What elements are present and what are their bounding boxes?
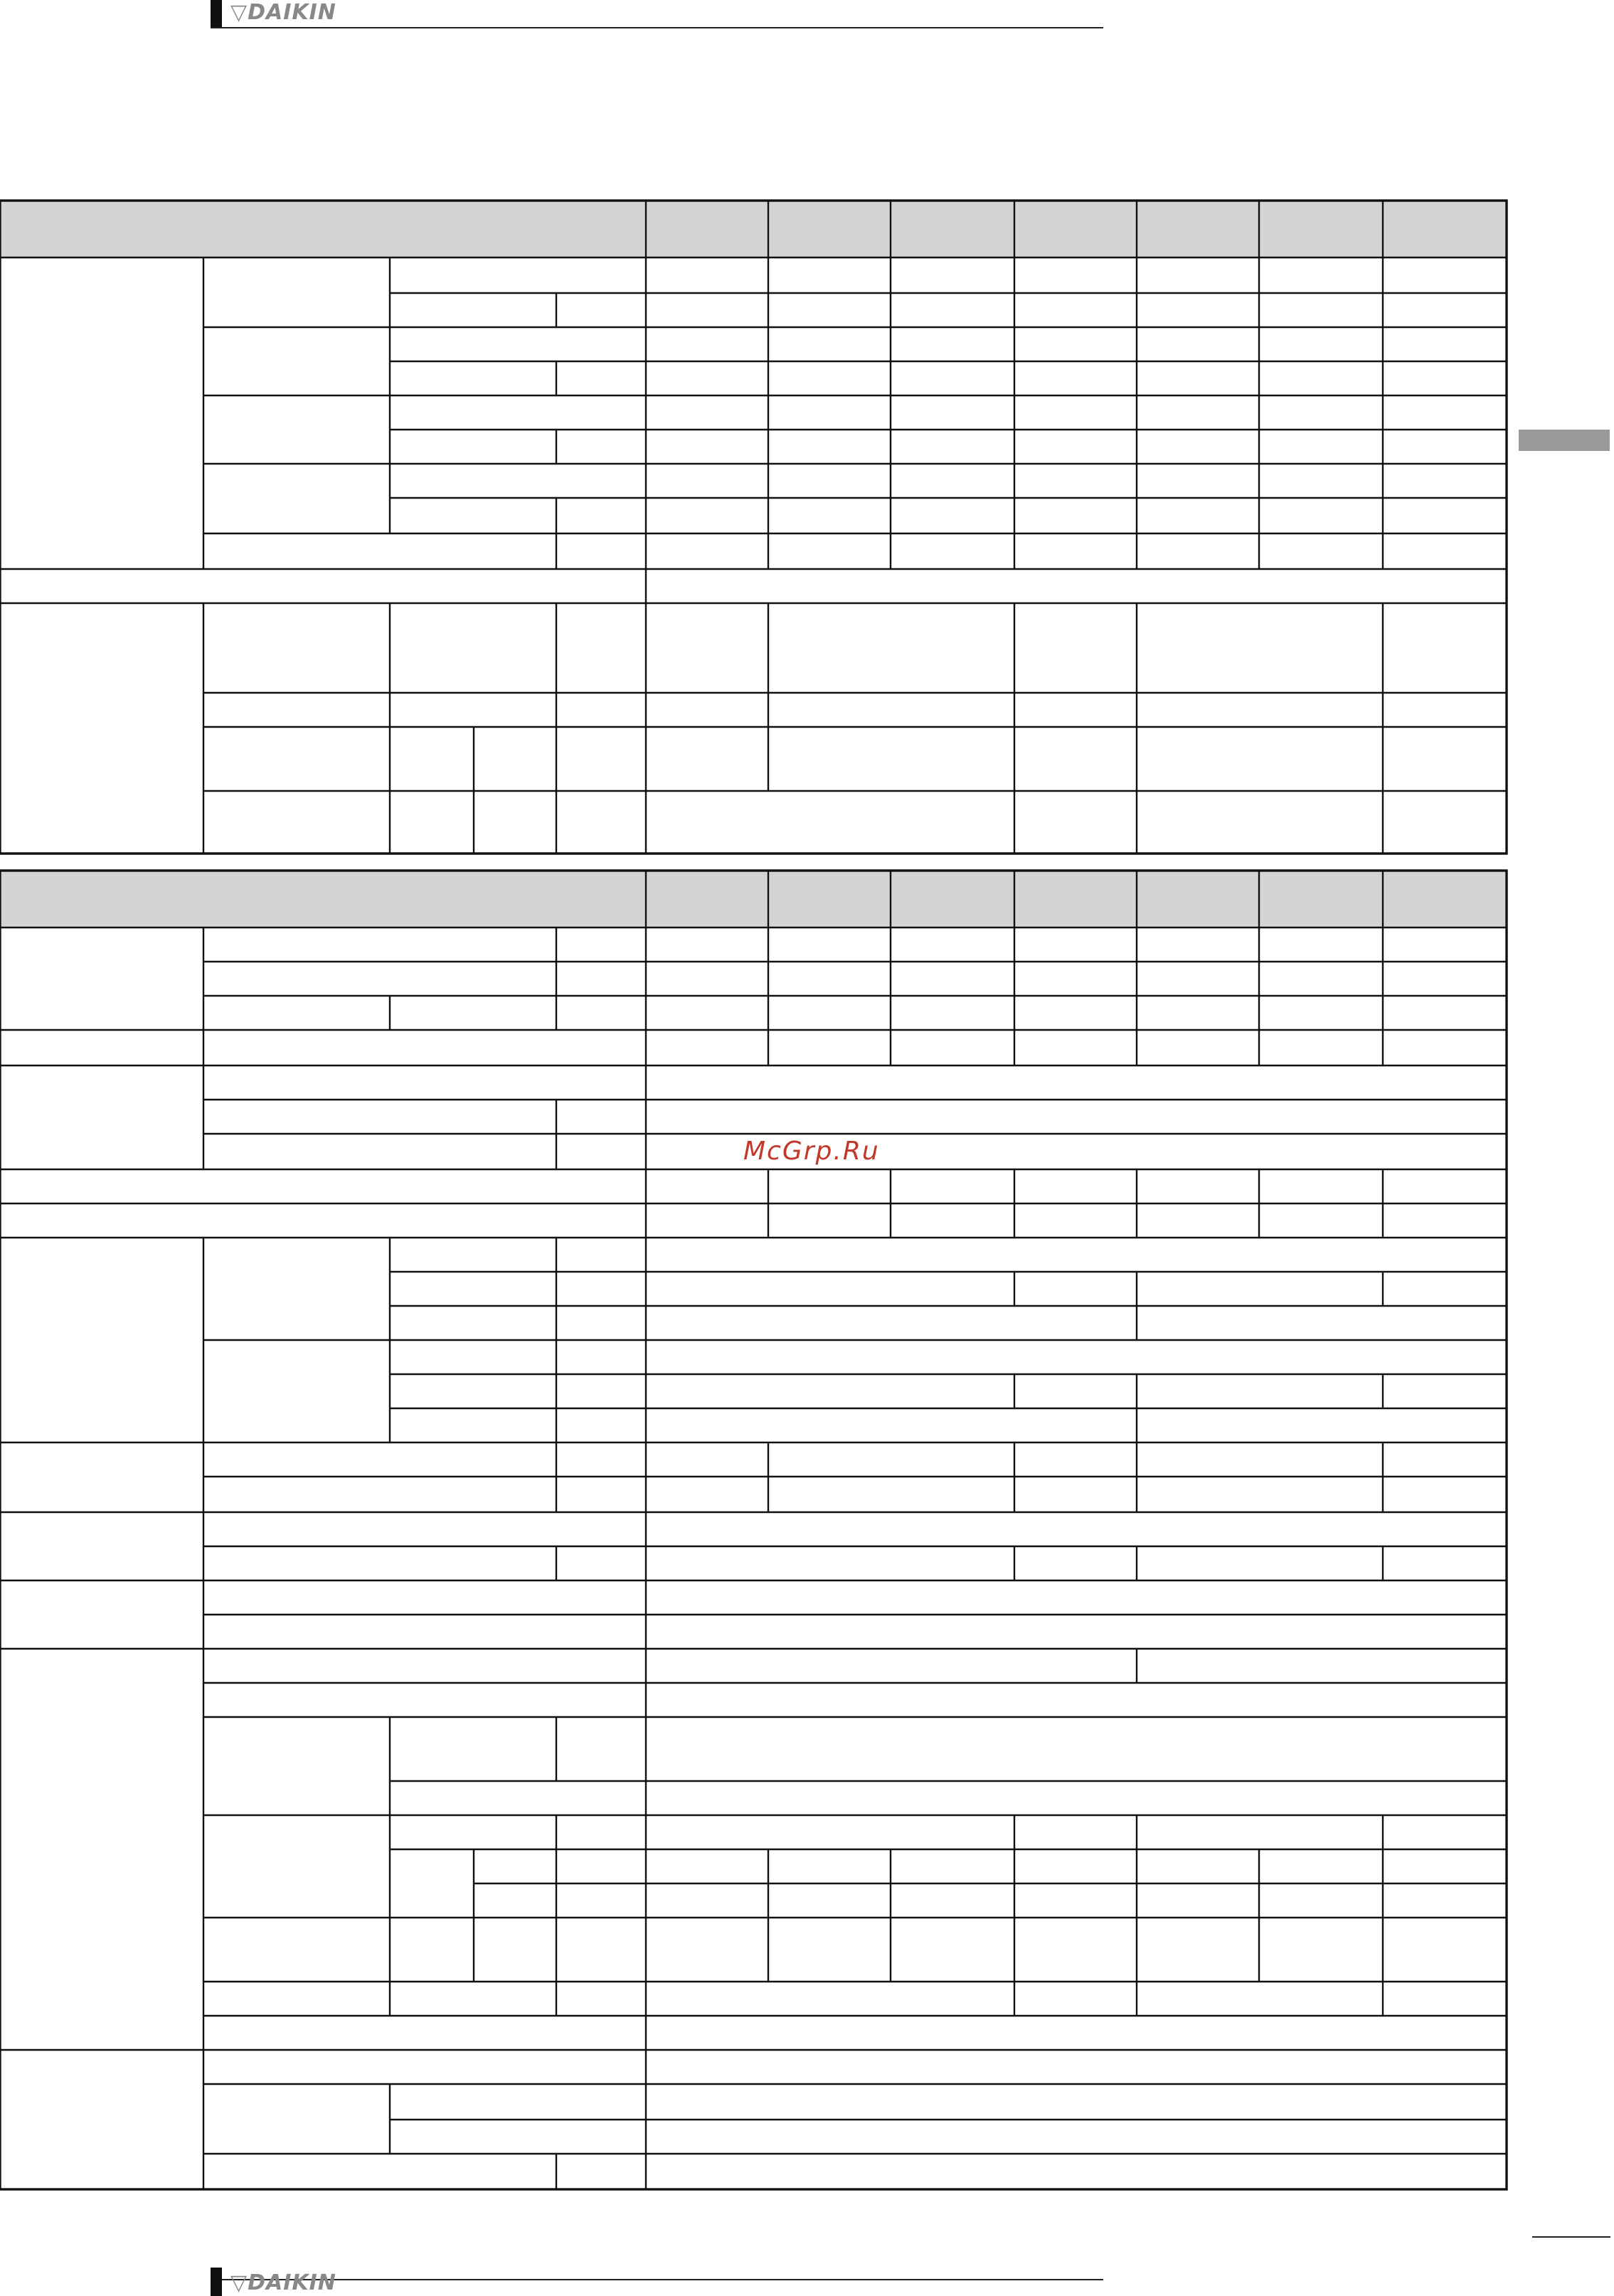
brand-bar <box>211 2268 222 2296</box>
table2-header-row <box>0 871 1507 928</box>
table1-header-row <box>0 201 1507 257</box>
daikin-logo: ▽DAIKIN <box>230 0 336 25</box>
watermark-text: McGrp.Ru <box>743 1137 880 1166</box>
daikin-logo: ▽DAIKIN <box>230 2270 336 2295</box>
page-number-rule <box>1532 2236 1610 2238</box>
lower-spec-table <box>0 871 1507 2189</box>
upper-spec-table <box>0 201 1507 854</box>
footer-rule <box>211 2279 1103 2280</box>
